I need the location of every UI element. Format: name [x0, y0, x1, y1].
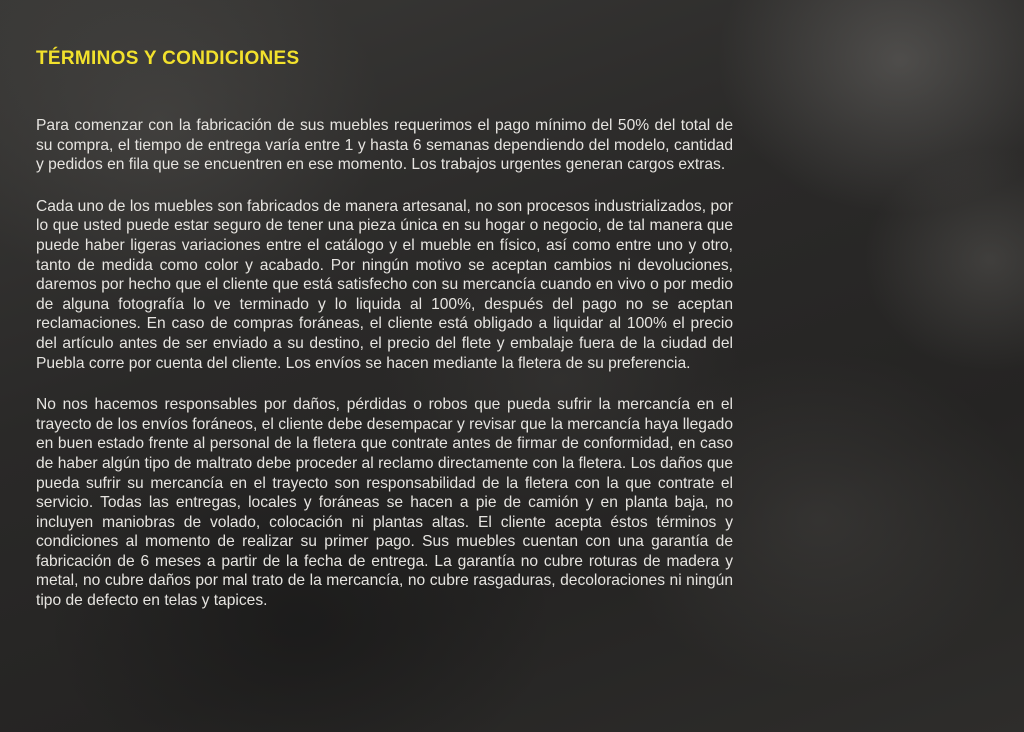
page-title: TÉRMINOS Y CONDICIONES [36, 48, 300, 69]
paragraph-shipping-warranty: No nos hacemos responsables por daños, pérdidas o robos que pueda sufrir la mercancía en el trayecto de los envíos foráneos, el cliente debe desempacar y revisar que la mercancía haya llegado en buen estado frente al personal de la fletera que contrate antes de firmar de conformidad, en caso de haber algún tipo de maltrato debe proceder al reclamo directamente con la fletera. Los daños que pueda sufrir su mercancía en el trayecto son responsabilidad de la fletera con la que contrate el servicio. Todas las entregas, locales y foráneas se hacen a pie de camión y en planta baja, no incluyen maniobras de volado, colocación ni plantas altas. El cliente acepta éstos términos y condiciones al momento de realizar su primer pago. Sus muebles cuentan con una garantía de fabricación de 6 meses a partir de la fecha de entrega. La garantía no cubre roturas de madera y metal, no cubre daños por mal trato de la mercancía, no cubre rasgaduras, decoloraciones ni ningún tipo de defecto en telas y tapices. [36, 396, 733, 610]
paragraph-handmade-returns: Cada uno de los muebles son fabricados de manera artesanal, no son procesos industrializados, por lo que usted puede estar seguro de tener una pieza única en su hogar o negocio, de tal manera que puede haber ligeras variaciones entre el catálogo y el mueble en físico, así como entre uno y otro, tanto de medida como color y acabado. Por ningún motivo se aceptan cambios ni devoluciones, daremos por hecho que el cliente que está satisfecho con su mercancía cuando en vivo o por medio de alguna fotografía lo ve terminado y lo liquida al 100%, después del pago no se aceptan reclamaciones. En caso de compras foráneas, el cliente está obligado a liquidar al 100% el precio del artículo antes de ser enviado a su destino, el precio del flete y embalaje fuera de la ciudad del Puebla corre por cuenta del cliente. Los envíos se hacen mediante la fletera de su preferencia. [36, 197, 733, 372]
terms-container [36, 46, 733, 633]
paragraph-payment-delivery: Para comenzar con la fabricación de sus muebles requerimos el pago mínimo del 50% del total de su compra, el tiempo de entrega varía entre 1 y hasta 6 semanas dependiendo del modelo, cantidad y pedidos en fila que se encuentren en ese momento. Los trabajos urgentes generan cargos extras. [36, 117, 733, 174]
